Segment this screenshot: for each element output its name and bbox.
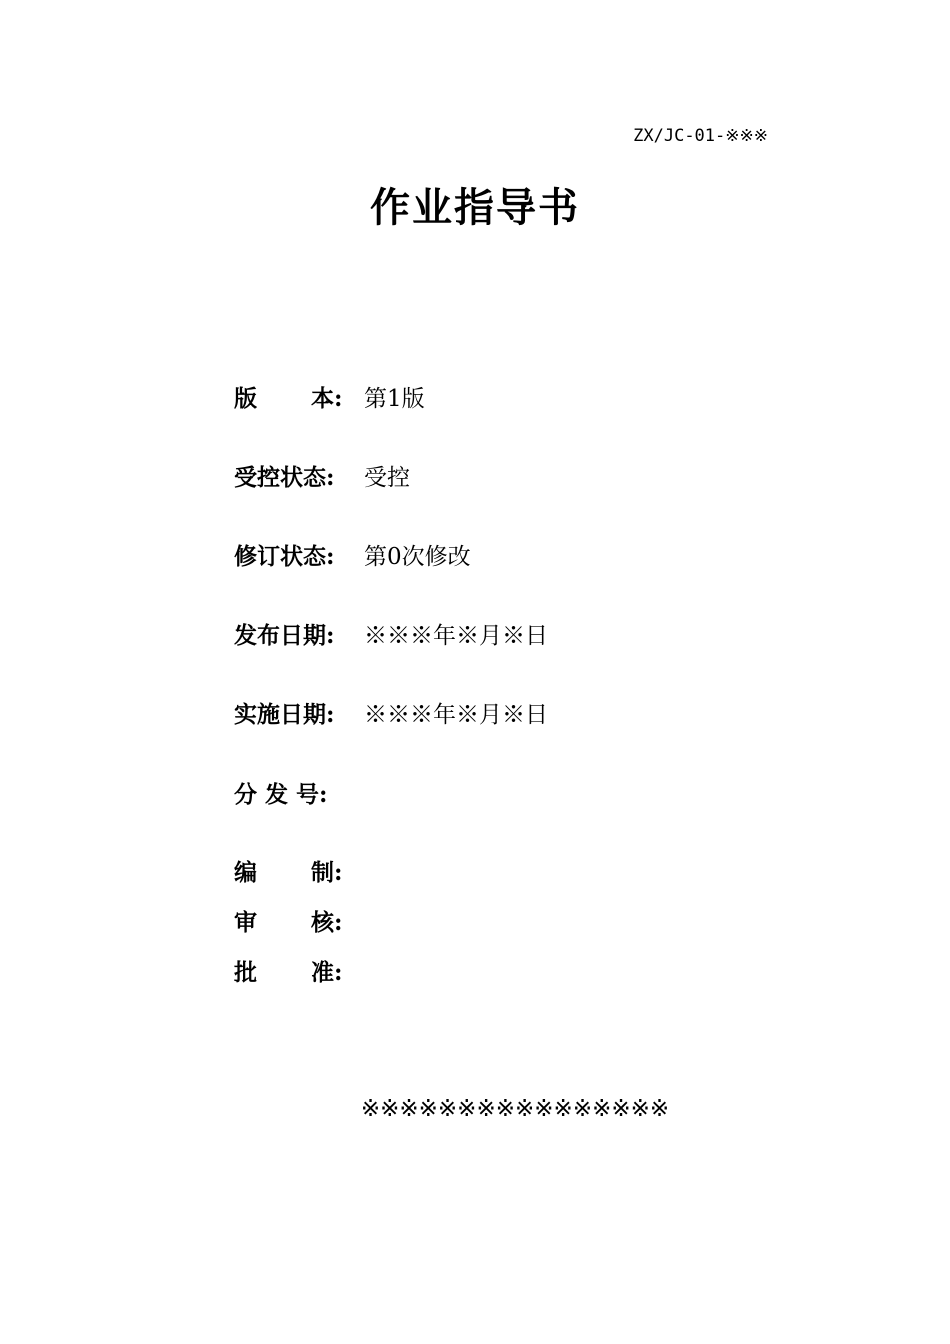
document-title: 作业指导书 (370, 185, 580, 231)
field-release-date-label: 发布日期: (234, 622, 335, 649)
field-effective-date-value: ※※※年※月※日 (364, 702, 548, 728)
signature-approved: 批 准: (234, 959, 343, 986)
field-revision-status (234, 538, 471, 571)
field-revision-status-value: 第0次修改 (364, 544, 471, 570)
field-control-status-value: 受控 (364, 465, 410, 491)
signature-reviewed: 审 核: (234, 909, 343, 936)
field-effective-date-label: 实施日期: (234, 701, 335, 728)
field-version-value: 第1版 (364, 386, 425, 412)
field-effective-date (234, 696, 548, 729)
field-distribution-number (234, 776, 364, 809)
field-release-date-value: ※※※年※月※日 (364, 623, 548, 649)
field-control-status-label: 受控状态: (234, 464, 335, 491)
field-version (234, 380, 425, 413)
document-code: ZX/JC-01-※※※ (633, 126, 768, 146)
field-control-status (234, 459, 410, 492)
company-name: ※※※※※※※※※※※※※※※※ (360, 1096, 670, 1122)
signature-prepared: 编 制: (234, 859, 343, 886)
field-distribution-number-label: 分 发 号: (234, 781, 328, 808)
field-revision-status-label: 修订状态: (234, 543, 335, 570)
field-version-label: 版 本: (234, 385, 343, 412)
field-release-date (234, 617, 548, 650)
